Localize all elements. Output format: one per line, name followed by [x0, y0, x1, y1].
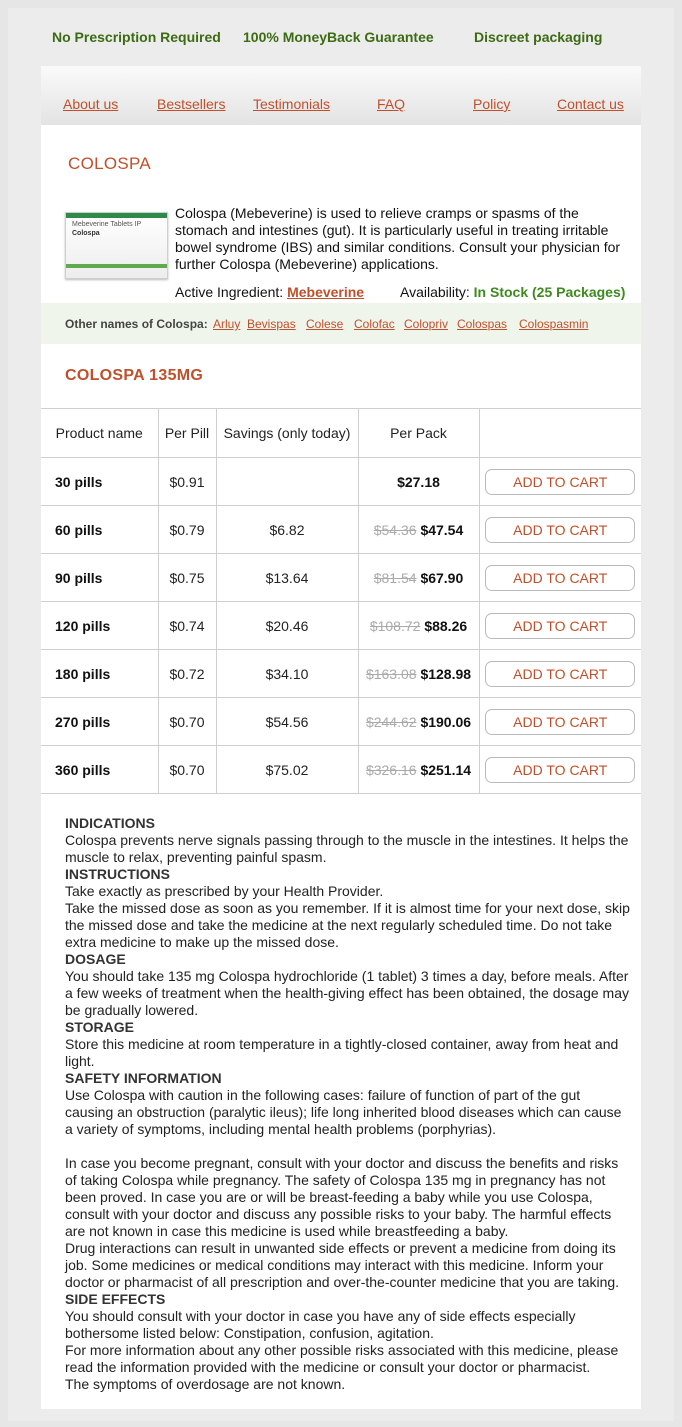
product-image-brand: Colospa [72, 230, 100, 237]
row-pill-count: 30 pills [41, 458, 158, 506]
row-per-pack [358, 746, 479, 794]
active-ingredient-label: Active Ingredient: [175, 284, 284, 300]
row-per-pack [358, 554, 479, 602]
col-per-pack: Per Pack [358, 409, 479, 458]
row-per-pack [358, 602, 479, 650]
row-savings: $20.46 [216, 602, 358, 650]
nav-contact-us[interactable]: Contact us [557, 96, 624, 112]
row-price: $88.26 [424, 617, 468, 634]
row-old-price: $326.16 [365, 761, 417, 778]
row-old-price: $108.72 [369, 617, 421, 634]
info-paragraph: In case you become pregnant, consult with your doctor and discuss the benefits and risks of taking Colospa while pregnancy. The safety of Colospa 135 mg in pregnancy has not been proved. In case you are or will be breast-feeding a baby while you use Colospa, consult with your doctor and discuss any possible risks to your baby. The harmful effects are not known in case this medicine is used while breastfeeding a baby. [65, 1155, 619, 1239]
row-savings [216, 458, 358, 506]
badge-no-prescription: No Prescription Required [52, 29, 221, 45]
add-to-cart-button[interactable]: ADD TO CART [485, 517, 635, 543]
info-paragraph: You should take 135 mg Colospa hydrochloride (1 tablet) 3 times a day, before meals. After a few weeks of treatment when the health-giving effect has been obtained, the dosage may be gradually lowered. [65, 968, 629, 1018]
price-row [41, 458, 641, 506]
other-name-link[interactable]: Colospas [457, 317, 508, 331]
product-panel [41, 125, 641, 1409]
product-description: Colospa (Mebeverine) is used to relieve cramps or spasms of the stomach and intestines (gut). It is particularly useful in treating irritable bowel syndrome (IBS) and similar conditions. Consult your physician for further Colospa (Mebeverine) applications. [175, 205, 621, 272]
col-product-name: Product name [41, 409, 158, 458]
row-price: $67.90 [420, 569, 464, 586]
product-image-label: Mebeverine Tablets IP [72, 221, 142, 228]
row-action [479, 698, 641, 746]
nav-testimonials[interactable]: Testimonials [253, 96, 331, 112]
row-action [479, 746, 641, 794]
nav-about-us[interactable]: About us [63, 96, 119, 112]
row-savings: $75.02 [216, 746, 358, 794]
dosage-title: COLOSPA 135MG [65, 367, 204, 384]
row-pill-count: 90 pills [41, 554, 158, 602]
row-action [479, 602, 641, 650]
price-row [41, 554, 641, 602]
price-row [41, 602, 641, 650]
product-image [65, 212, 168, 279]
info-heading: INSTRUCTIONS [65, 866, 170, 882]
info-paragraph: You should consult with your doctor in case you have any of side effects especially bothersome listed below: Constipation, confusion, agitation. [65, 1308, 576, 1341]
add-to-cart-button[interactable]: ADD TO CART [485, 757, 635, 783]
row-action [479, 554, 641, 602]
add-to-cart-button[interactable]: ADD TO CART [485, 709, 635, 735]
other-name-link[interactable]: Colopriv [404, 317, 449, 331]
price-table-header [41, 409, 641, 458]
add-to-cart-button[interactable]: ADD TO CART [485, 469, 635, 495]
row-pill-count: 180 pills [41, 650, 158, 698]
row-per-pill: $0.91 [158, 458, 216, 506]
row-per-pack [358, 458, 479, 506]
row-price: $251.14 [420, 761, 472, 778]
info-paragraph: For more information about any other possible risks associated with this medicine, please read the information provided with the medicine or consult your doctor or pharmacist. [65, 1342, 619, 1375]
info-paragraph: Store this medicine at room temperature in a tightly-closed container, away from heat and light. [65, 1036, 619, 1069]
info-paragraph [65, 1138, 630, 1155]
row-per-pack [358, 698, 479, 746]
row-pill-count: 360 pills [41, 746, 158, 794]
col-savings: Savings (only today) [216, 409, 358, 458]
col-action [479, 409, 641, 458]
availability-label: Availability: [400, 284, 470, 300]
price-table [41, 408, 641, 794]
info-heading: INDICATIONS [65, 815, 155, 831]
product-title: COLOSPA [68, 154, 152, 173]
row-price: $27.18 [397, 473, 440, 490]
page-container [8, 8, 674, 1421]
row-old-price: $81.54 [373, 569, 417, 586]
info-heading: SIDE EFFECTS [65, 1291, 166, 1307]
availability [400, 284, 625, 300]
row-savings: $6.82 [216, 506, 358, 554]
info-heading: SAFETY INFORMATION [65, 1070, 222, 1086]
add-to-cart-button[interactable]: ADD TO CART [485, 661, 635, 687]
add-to-cart-button[interactable]: ADD TO CART [485, 613, 635, 639]
other-name-link[interactable]: Colofac [354, 317, 395, 331]
info-paragraph: The symptoms of overdosage are not known. [65, 1376, 346, 1392]
row-price: $190.06 [420, 713, 472, 730]
row-per-pack [358, 650, 479, 698]
row-per-pill: $0.70 [158, 746, 216, 794]
price-row [41, 746, 641, 794]
active-ingredient [175, 284, 364, 300]
price-row [41, 506, 641, 554]
row-per-pill: $0.70 [158, 698, 216, 746]
other-names-label: Other names of Colospa: [65, 317, 208, 331]
other-name-link[interactable]: Colospasmin [519, 317, 589, 331]
row-action [479, 458, 641, 506]
nav-policy[interactable]: Policy [473, 96, 511, 112]
product-info [65, 815, 630, 1393]
row-action [479, 650, 641, 698]
info-paragraph: Drug interactions can result in unwanted side effects or prevent a medicine from doing its job. Some medicines or medical conditions may interact with this medicine. Inform your doctor or pharmacist of all prescription and over-the-counter medicine that you are taking. [65, 1240, 620, 1290]
row-old-price: $244.62 [365, 713, 417, 730]
row-pill-count: 270 pills [41, 698, 158, 746]
col-per-pill: Per Pill [158, 409, 216, 458]
info-paragraph: Use Colospa with caution in the following cases: failure of function of part of the gut causing an obstruction (paralytic ileus); life long inherited blood diseases which can cause a variety of symptoms, including mental health problems (porphyrias). [65, 1087, 622, 1137]
row-savings: $54.56 [216, 698, 358, 746]
row-old-price: $163.08 [365, 665, 417, 682]
price-row [41, 698, 641, 746]
row-per-pill: $0.79 [158, 506, 216, 554]
availability-value: In Stock (25 Packages) [473, 284, 626, 300]
nav-faq[interactable]: FAQ [377, 96, 406, 112]
badge-moneyback: 100% MoneyBack Guarantee [243, 29, 434, 45]
price-row [41, 650, 641, 698]
row-pill-count: 60 pills [41, 506, 158, 554]
row-per-pill: $0.74 [158, 602, 216, 650]
info-heading: STORAGE [65, 1019, 134, 1035]
active-ingredient-link[interactable]: Mebeverine [287, 284, 365, 300]
guarantee-bar [8, 8, 674, 66]
row-pill-count: 120 pills [41, 602, 158, 650]
other-names-bar [41, 303, 641, 344]
row-old-price: $54.36 [373, 521, 417, 538]
other-name-link[interactable]: Arluy [213, 317, 241, 331]
row-per-pack [358, 506, 479, 554]
row-per-pill: $0.75 [158, 554, 216, 602]
info-paragraph: Take the missed dose as soon as you remember. If it is almost time for your next dose, skip the missed dose and take the medicine at the next regularly scheduled time. Do not take extra medicine to make up the missed dose. [65, 900, 630, 950]
other-name-link[interactable]: Bevispas [247, 317, 296, 331]
row-savings: $34.10 [216, 650, 358, 698]
row-price: $128.98 [420, 665, 472, 682]
row-savings: $13.64 [216, 554, 358, 602]
row-per-pill: $0.72 [158, 650, 216, 698]
info-paragraph: Colospa prevents nerve signals passing through to the muscle in the intestines. It helps the muscle to relax, preventing painful spasm. [65, 832, 629, 865]
info-paragraph: Take exactly as prescribed by your Health Provider. [65, 883, 384, 899]
main-nav [41, 66, 641, 125]
badge-discreet: Discreet packaging [474, 29, 603, 45]
add-to-cart-button[interactable]: ADD TO CART [485, 565, 635, 591]
row-price: $47.54 [420, 521, 464, 538]
nav-bestsellers[interactable]: Bestsellers [157, 96, 226, 112]
info-heading: DOSAGE [65, 951, 126, 967]
row-action [479, 506, 641, 554]
other-name-link[interactable]: Colese [306, 317, 344, 331]
